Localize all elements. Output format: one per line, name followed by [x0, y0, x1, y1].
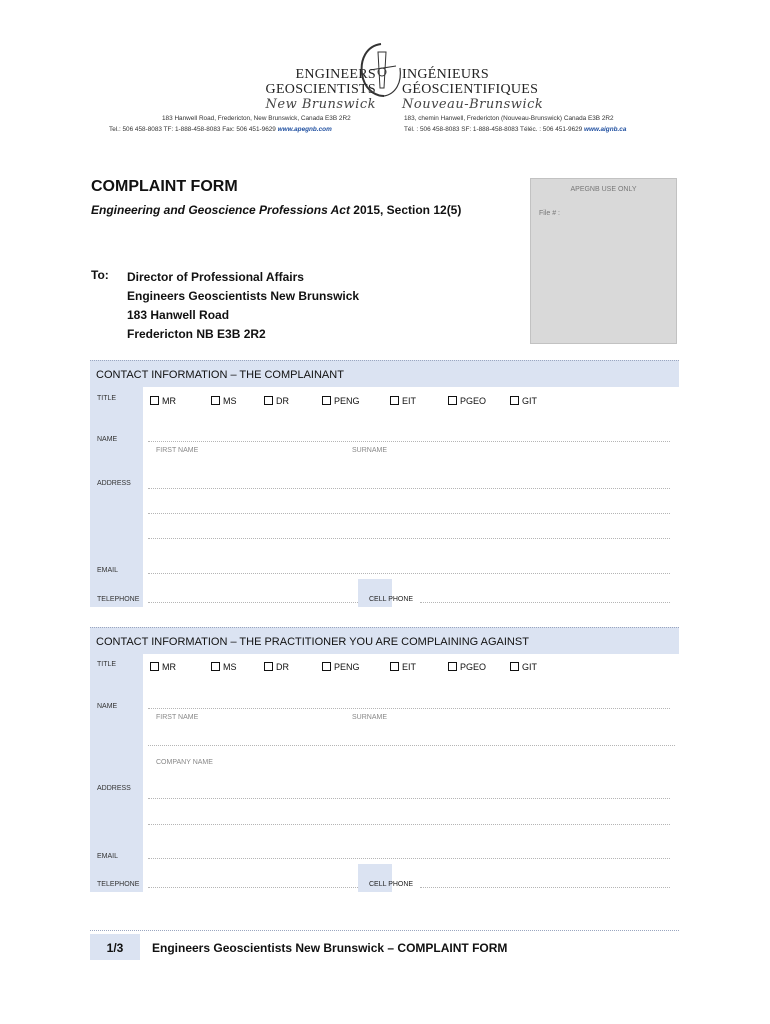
office-use-heading: APEGNB USE ONLY [570, 186, 637, 193]
footer-text: Engineers Geoscientists New Brunswick – COMPLAINT FORM [152, 941, 508, 955]
recipient-line: Engineers Geoscientists New Brunswick [127, 289, 360, 303]
checkbox-icon [390, 662, 399, 671]
section-complainant-header [90, 360, 679, 387]
to-label: To: [91, 268, 109, 282]
letterhead-french [402, 67, 562, 112]
letterhead-en-line1: ENGINEERS [295, 67, 376, 82]
checkbox-dr[interactable] [264, 396, 289, 406]
checkbox-label: DR [276, 662, 289, 672]
checkbox-label: DR [276, 396, 289, 406]
section-practitioner-title: CONTACT INFORMATION – THE PRACTITIONER YOU ARE COMPLAINING AGAINST [96, 636, 529, 648]
checkbox-icon [448, 396, 457, 405]
surname-caption: SURNAME [352, 714, 388, 721]
file-number-label: File # : [539, 210, 561, 217]
name-label: NAME [97, 436, 118, 443]
checkbox-dr[interactable] [264, 662, 289, 672]
company-name-field[interactable] [148, 745, 675, 746]
checkbox-icon [211, 396, 220, 405]
checkbox-label: MS [223, 662, 237, 672]
title-label: TITLE [97, 661, 117, 668]
form-subtitle-act: Engineering and Geoscience Professions Act [91, 203, 350, 217]
email-label: EMAIL [97, 853, 119, 860]
recipient-line: Fredericton NB E3B 2R2 [127, 327, 266, 341]
letterhead-fr-address: 183, chemin Hanwell, Fredericton (Nouveau-Brunswick) Canada E3B 2R2 [404, 115, 614, 122]
letterhead-en-line2: GEOSCIENTISTS [265, 82, 376, 97]
letterhead-fr-line2: GÉOSCIENTIFIQUES [402, 82, 539, 97]
telephone-field[interactable] [148, 602, 358, 603]
email-field[interactable] [148, 858, 670, 859]
checkbox-icon [510, 396, 519, 405]
form-title: COMPLAINT FORM [91, 178, 238, 195]
telephone-label: TELEPHONE [97, 881, 140, 888]
checkbox-icon [322, 396, 331, 405]
form-subtitle [91, 203, 461, 217]
checkbox-ms[interactable] [211, 396, 237, 406]
checkbox-label: PENG [334, 662, 360, 672]
checkbox-icon [448, 662, 457, 671]
letterhead-en-address: 183 Hanwell Road, Fredericton, New Brunswick, Canada E3B 2R2 [162, 115, 351, 122]
section-complainant-title: CONTACT INFORMATION – THE COMPLAINANT [96, 369, 344, 381]
form-subtitle-section: 2015, Section 12(5) [349, 203, 462, 217]
letterhead-en-script: New Brunswick [265, 97, 376, 112]
checkbox-label: GIT [522, 662, 537, 672]
checkbox-pgeo[interactable] [448, 662, 486, 672]
address-field-line2[interactable] [148, 513, 670, 514]
letterhead-fr-web[interactable]: www.aignb.ca [584, 126, 627, 133]
checkbox-label: PGEO [460, 662, 487, 672]
address-label: ADDRESS [97, 480, 131, 487]
name-label: NAME [97, 703, 118, 710]
address-label: ADDRESS [97, 785, 131, 792]
checkbox-icon [322, 662, 331, 671]
name-field[interactable] [148, 708, 670, 709]
email-field[interactable] [148, 573, 670, 574]
page-number-box [90, 934, 140, 960]
first-name-caption: FIRST NAME [156, 714, 199, 721]
letterhead-fr-script: Nouveau-Brunswick [402, 97, 544, 112]
checkbox-label: PGEO [460, 396, 487, 406]
checkbox-ms[interactable] [211, 662, 237, 672]
first-name-caption: FIRST NAME [156, 447, 199, 454]
checkbox-mr[interactable] [150, 396, 176, 406]
checkbox-label: MS [223, 396, 237, 406]
checkbox-icon [150, 396, 159, 405]
checkbox-icon [150, 662, 159, 671]
checkbox-icon [211, 662, 220, 671]
section-practitioner-header [90, 627, 679, 654]
cell-phone-field[interactable] [420, 887, 670, 888]
checkbox-eit[interactable] [390, 662, 416, 672]
cell-phone-field[interactable] [420, 602, 670, 603]
checkbox-label: PENG [334, 396, 360, 406]
checkbox-label: MR [162, 396, 176, 406]
checkbox-icon [264, 662, 273, 671]
title-label: TITLE [97, 395, 117, 402]
address-field-line2[interactable] [148, 824, 670, 825]
checkbox-git[interactable] [510, 662, 537, 672]
checkbox-label: EIT [402, 396, 417, 406]
address-field-line1[interactable] [148, 488, 670, 489]
recipient-line: Director of Professional Affairs [127, 270, 304, 284]
checkbox-pgeo[interactable] [448, 396, 486, 406]
company-name-caption: COMPANY NAME [156, 759, 213, 766]
footer-divider [90, 930, 679, 931]
telephone-label: TELEPHONE [97, 596, 140, 603]
recipient-address [127, 268, 359, 344]
checkbox-icon [510, 662, 519, 671]
checkbox-eit[interactable] [390, 396, 416, 406]
checkbox-label: GIT [522, 396, 537, 406]
checkbox-peng[interactable] [322, 662, 360, 672]
checkbox-mr[interactable] [150, 662, 176, 672]
checkbox-git[interactable] [510, 396, 537, 406]
page-number: 1/3 [106, 941, 124, 955]
letterhead-fr-line1: INGÉNIEURS [402, 67, 489, 82]
letterhead-fr-phones: Tél. : 506 458-8083 SF: 1-888-458-8083 Téléc. : 506 451-9629 [404, 126, 583, 133]
cell-phone-label: CELL PHONE [369, 596, 414, 603]
email-label: EMAIL [97, 567, 119, 574]
letterhead-fr-contact [404, 126, 626, 133]
letterhead-en-phones: Tel.: 506 458-8083 TF: 1-888-458-8083 Fax: 506 451-9629 [109, 126, 276, 133]
telephone-field[interactable] [148, 887, 358, 888]
checkbox-icon [390, 396, 399, 405]
name-field[interactable] [148, 441, 670, 442]
section-complainant-label-column [90, 387, 143, 607]
checkbox-peng[interactable] [322, 396, 360, 406]
letterhead-en-web[interactable]: www.apegnb.com [277, 126, 332, 133]
letterhead-en-contact [109, 126, 332, 133]
checkbox-icon [264, 396, 273, 405]
address-field-line3[interactable] [148, 538, 670, 539]
office-use-box [530, 178, 677, 344]
surname-caption: SURNAME [352, 447, 388, 454]
address-field-line1[interactable] [148, 798, 670, 799]
cell-phone-label: CELL PHONE [369, 881, 414, 888]
seal-logo-icon [356, 38, 406, 102]
recipient-line: 183 Hanwell Road [127, 308, 230, 322]
checkbox-label: EIT [402, 662, 417, 672]
checkbox-label: MR [162, 662, 176, 672]
